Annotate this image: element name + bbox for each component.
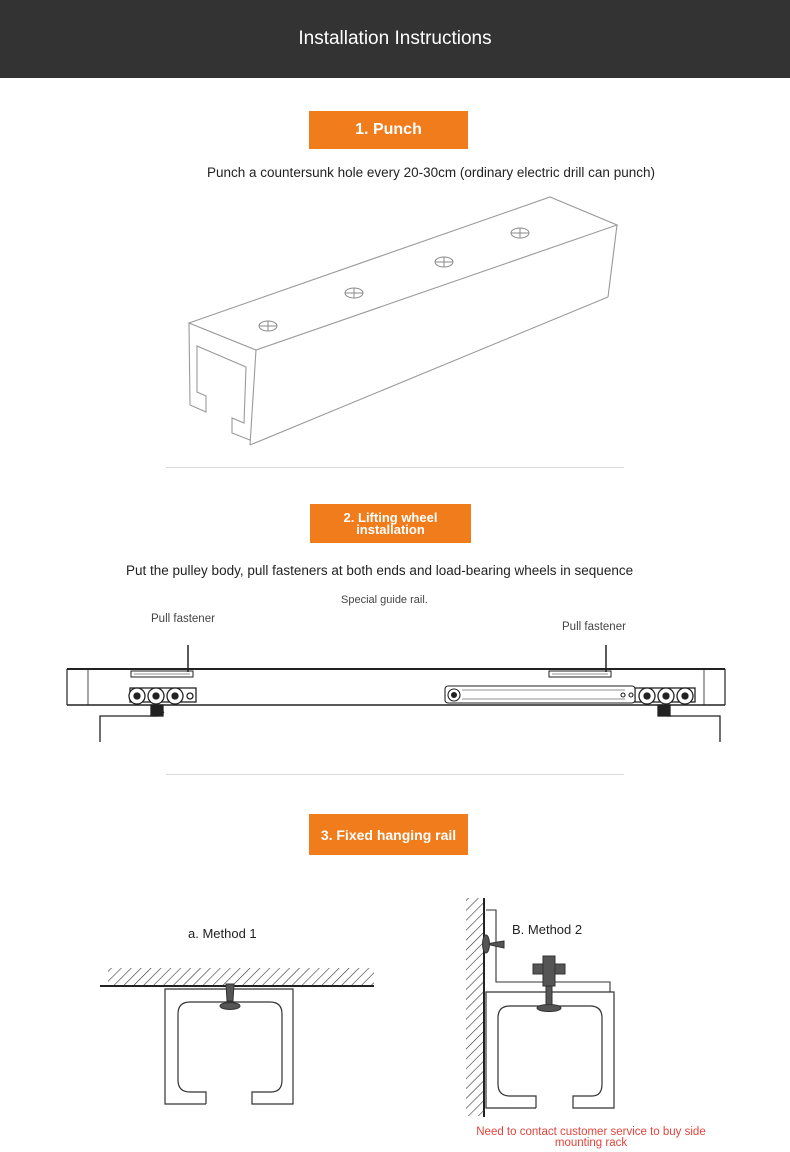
pull-fastener-right-label: Pull fastener [562, 621, 626, 633]
load-bearing-wheels-right [635, 688, 695, 716]
method-1-label: a. Method 1 [188, 926, 257, 941]
step-1-badge [309, 111, 468, 149]
rail-pulley-diagram [60, 635, 735, 750]
page-title: Installation Instructions [298, 28, 492, 49]
section-divider [166, 774, 624, 775]
step-3-badge [309, 814, 468, 855]
method-2-label: B. Method 2 [512, 922, 583, 937]
page-header [0, 0, 790, 78]
pull-fastener-left [131, 645, 193, 677]
screw-icon [220, 984, 240, 1010]
step-2-description: Put the pulley body, pull fasteners at both ends and load-bearing wheels in sequence [126, 563, 634, 578]
countersunk-hole-icon [259, 321, 277, 331]
side-mount-rack-note: Need to contact customer service to buy side mounting rack [476, 1126, 706, 1149]
countersunk-hole-icon [345, 288, 363, 298]
guide-rail-label: Special guide rail. [341, 594, 428, 606]
pulley-body [445, 686, 635, 703]
method-1-ceiling-mount-diagram [95, 960, 380, 1110]
step-1-description: Punch a countersunk hole every 20-30cm (ordinary electric drill can punch) [207, 165, 655, 180]
countersunk-hole-icon [511, 228, 529, 238]
step-1-label: 1. Punch [355, 121, 422, 138]
step-2-label-line2: installation [356, 521, 425, 537]
step-3-label: 3. Fixed hanging rail [320, 826, 457, 843]
pull-fastener-right [549, 645, 611, 677]
bolt-icon [533, 956, 565, 1012]
countersunk-hole-icon [435, 257, 453, 267]
step-2-badge [310, 504, 471, 543]
section-divider [166, 467, 624, 468]
load-bearing-wheels-left [129, 688, 196, 716]
wall-screw-icon [483, 935, 505, 953]
pull-fastener-left-label: Pull fastener [151, 613, 215, 625]
method-2-side-mount-diagram [460, 893, 620, 1123]
rail-punch-illustration [180, 190, 630, 455]
step-2-label-line1: 2. Lifting wheel [343, 509, 438, 525]
